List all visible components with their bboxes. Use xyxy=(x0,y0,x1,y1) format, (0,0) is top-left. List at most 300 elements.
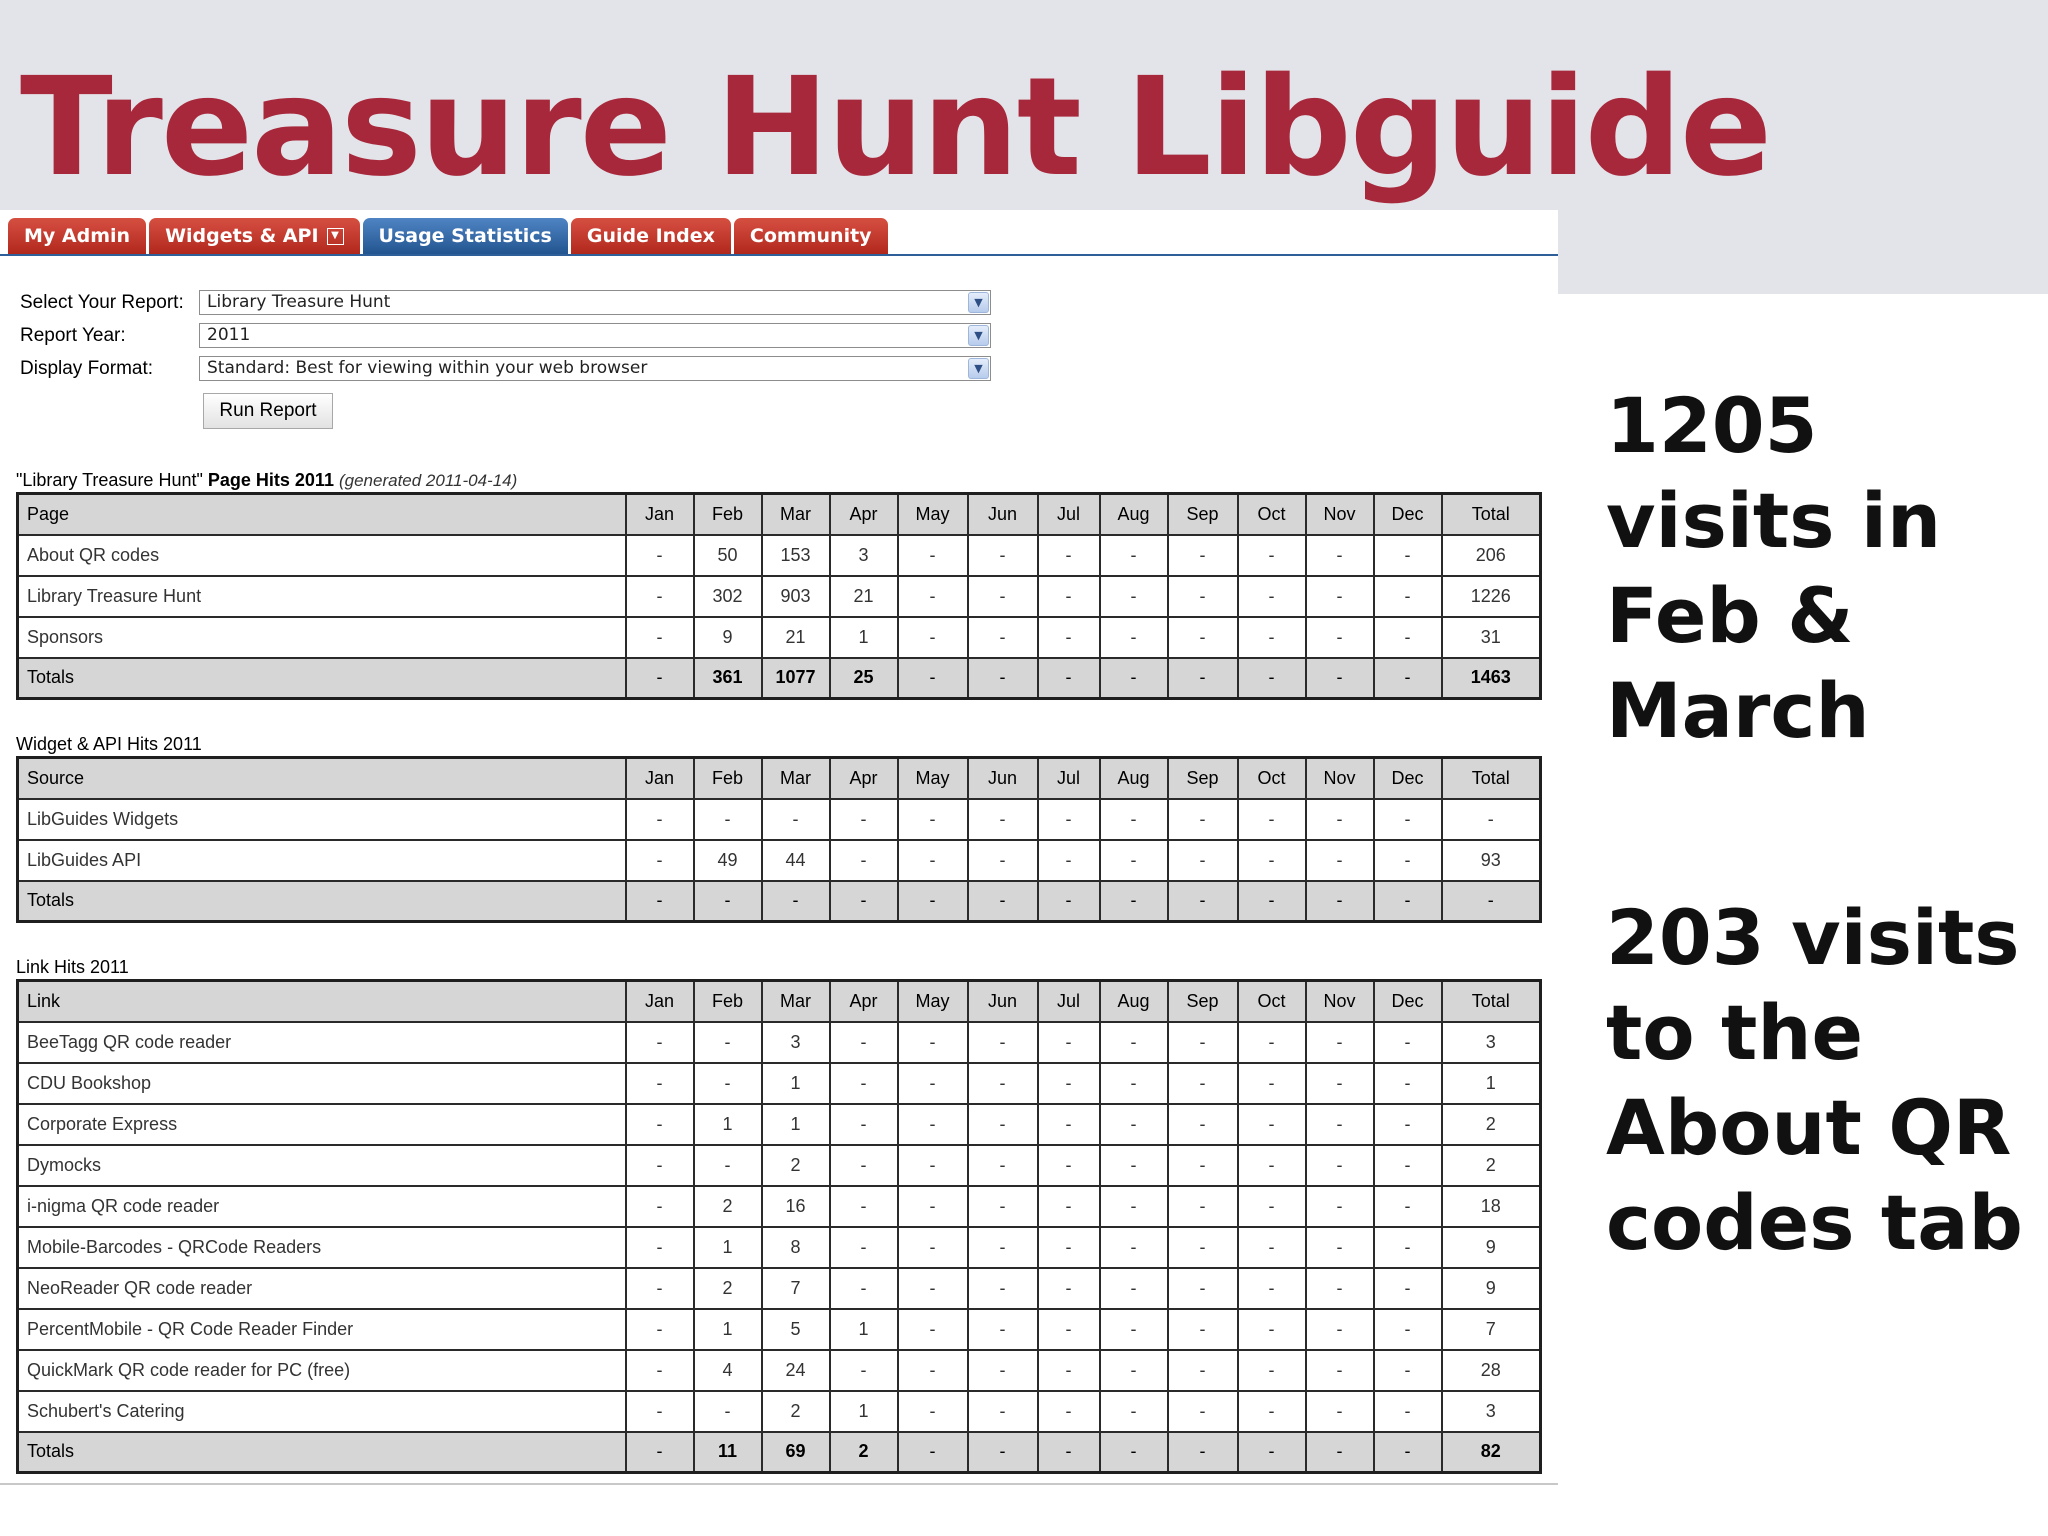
libguides-screenshot xyxy=(0,210,1558,1486)
table-cell: 903 xyxy=(762,576,830,617)
table-cell: 44 xyxy=(762,840,830,881)
table-cell: - xyxy=(626,799,694,840)
row-name: NeoReader QR code reader xyxy=(18,1268,626,1309)
table-cell: - xyxy=(1238,799,1306,840)
table-cell: - xyxy=(1238,881,1306,922)
table-cell: - xyxy=(968,1391,1038,1432)
link-hits-table xyxy=(16,979,1542,1474)
tab-label: Community xyxy=(749,225,872,247)
column-header: Nov xyxy=(1306,758,1374,799)
column-header: Total xyxy=(1442,494,1541,535)
column-header: Source xyxy=(18,758,626,799)
table-cell: - xyxy=(968,576,1038,617)
table-cell: - xyxy=(1100,1268,1168,1309)
column-header: Jan xyxy=(626,494,694,535)
tab-label: Widgets & API xyxy=(165,225,319,247)
tab-usage-statistics[interactable] xyxy=(363,218,568,254)
table-cell: - xyxy=(1038,1022,1100,1063)
table-cell: - xyxy=(1100,1186,1168,1227)
table-cell: - xyxy=(1374,1432,1442,1473)
table-cell: - xyxy=(1238,1186,1306,1227)
table-cell: 31 xyxy=(1442,617,1541,658)
table-cell: - xyxy=(1306,1145,1374,1186)
table-cell: 1077 xyxy=(762,658,830,699)
table-cell: - xyxy=(1168,799,1238,840)
column-header: Mar xyxy=(762,758,830,799)
table-cell: - xyxy=(626,1432,694,1473)
column-header: Jul xyxy=(1038,758,1100,799)
table-cell: - xyxy=(1374,576,1442,617)
column-header: Oct xyxy=(1238,494,1306,535)
row-name: Mobile-Barcodes - QRCode Readers xyxy=(18,1227,626,1268)
table-row xyxy=(18,1227,1541,1268)
table-cell: - xyxy=(1374,1145,1442,1186)
table-cell: - xyxy=(1238,1022,1306,1063)
column-header: Dec xyxy=(1374,758,1442,799)
table-cell: - xyxy=(1100,1350,1168,1391)
table-cell: - xyxy=(626,1268,694,1309)
table-cell: - xyxy=(1238,1104,1306,1145)
table-cell: - xyxy=(898,1063,968,1104)
table-cell: - xyxy=(626,658,694,699)
totals-label: Totals xyxy=(18,658,626,699)
table-cell: - xyxy=(762,881,830,922)
table-cell: 93 xyxy=(1442,840,1541,881)
report-select-label: Select Your Report: xyxy=(20,292,184,313)
table-cell: - xyxy=(626,881,694,922)
table-cell: - xyxy=(1038,1186,1100,1227)
column-header: Jan xyxy=(626,981,694,1022)
table-cell: - xyxy=(968,535,1038,576)
table-cell: 18 xyxy=(1442,1186,1541,1227)
table-cell: 2 xyxy=(762,1391,830,1432)
table-cell: - xyxy=(694,1391,762,1432)
row-name: Schubert's Catering xyxy=(18,1391,626,1432)
table-cell: 2 xyxy=(694,1186,762,1227)
table-cell: - xyxy=(1168,1432,1238,1473)
table-cell: 3 xyxy=(762,1022,830,1063)
column-header: Dec xyxy=(1374,494,1442,535)
table-cell: - xyxy=(898,1145,968,1186)
tab-widgets-api[interactable] xyxy=(149,218,359,254)
report-select-value: Library Treasure Hunt xyxy=(207,292,391,312)
table-cell: - xyxy=(1168,1309,1238,1350)
row-name: LibGuides API xyxy=(18,840,626,881)
display-format-label: Display Format: xyxy=(20,358,154,379)
table-cell: - xyxy=(1100,1227,1168,1268)
table-cell: - xyxy=(1238,840,1306,881)
table-cell: - xyxy=(626,1104,694,1145)
table-cell: - xyxy=(968,658,1038,699)
table-cell: - xyxy=(1100,840,1168,881)
table-cell: - xyxy=(898,1186,968,1227)
table-cell: - xyxy=(898,1432,968,1473)
column-header: Aug xyxy=(1100,758,1168,799)
table-cell: - xyxy=(1238,1063,1306,1104)
table-cell: - xyxy=(1038,840,1100,881)
totals-row xyxy=(18,881,1541,922)
report-select[interactable] xyxy=(199,290,991,315)
table-cell: - xyxy=(626,1022,694,1063)
column-header: Jun xyxy=(968,981,1038,1022)
table-cell: - xyxy=(1306,1227,1374,1268)
column-header: Total xyxy=(1442,981,1541,1022)
tab-community[interactable] xyxy=(734,218,888,254)
table-cell: 2 xyxy=(694,1268,762,1309)
table-cell: - xyxy=(626,1186,694,1227)
table-cell: - xyxy=(1442,881,1541,922)
table-cell: - xyxy=(898,658,968,699)
table-cell: 1463 xyxy=(1442,658,1541,699)
table-cell: - xyxy=(1238,617,1306,658)
table-cell: - xyxy=(1306,1350,1374,1391)
row-name: Library Treasure Hunt xyxy=(18,576,626,617)
table-cell: 2 xyxy=(830,1432,898,1473)
table-cell: - xyxy=(1306,1309,1374,1350)
table-cell: - xyxy=(1374,1063,1442,1104)
table-cell: - xyxy=(968,1309,1038,1350)
table-cell: - xyxy=(1100,1391,1168,1432)
table-cell: 2 xyxy=(1442,1104,1541,1145)
column-header: Link xyxy=(18,981,626,1022)
table-cell: 1 xyxy=(694,1227,762,1268)
table-cell: - xyxy=(1306,617,1374,658)
table-cell: - xyxy=(626,1227,694,1268)
table-cell: - xyxy=(1168,576,1238,617)
widget-hits-table xyxy=(16,756,1542,923)
slide-side-band xyxy=(1558,210,2048,294)
table-cell: 7 xyxy=(762,1268,830,1309)
column-header: Feb xyxy=(694,758,762,799)
table-cell: - xyxy=(830,1186,898,1227)
table-header-row xyxy=(18,758,1541,799)
table-cell: - xyxy=(898,799,968,840)
table-cell: - xyxy=(1238,1309,1306,1350)
table-cell: - xyxy=(830,799,898,840)
table-cell: - xyxy=(1168,658,1238,699)
chevron-down-icon[interactable]: ▼ xyxy=(968,358,989,379)
table-cell: - xyxy=(1038,1145,1100,1186)
table-cell: 2 xyxy=(762,1145,830,1186)
table-cell: 1 xyxy=(830,1391,898,1432)
table-cell: 8 xyxy=(762,1227,830,1268)
report-year-value: 2011 xyxy=(207,325,251,345)
table-cell: - xyxy=(830,1063,898,1104)
table-cell: - xyxy=(1374,535,1442,576)
table-cell: - xyxy=(1374,1268,1442,1309)
table-cell: - xyxy=(898,1022,968,1063)
table-cell: - xyxy=(1038,1104,1100,1145)
table-cell: - xyxy=(1168,1104,1238,1145)
table-cell: 9 xyxy=(694,617,762,658)
table-cell: - xyxy=(1100,535,1168,576)
run-report-button[interactable]: Run Report xyxy=(203,393,333,429)
column-header: Page xyxy=(18,494,626,535)
table-row xyxy=(18,576,1541,617)
table-row xyxy=(18,1350,1541,1391)
table-cell: 21 xyxy=(830,576,898,617)
table-cell: - xyxy=(1306,1063,1374,1104)
column-header: Apr xyxy=(830,758,898,799)
table-cell: - xyxy=(898,1104,968,1145)
tab-label: Usage Statistics xyxy=(378,225,552,247)
row-name: CDU Bookshop xyxy=(18,1063,626,1104)
table-cell: 28 xyxy=(1442,1350,1541,1391)
table-cell: - xyxy=(1100,1309,1168,1350)
table-cell: 153 xyxy=(762,535,830,576)
table-cell: - xyxy=(1038,658,1100,699)
report-year-select[interactable] xyxy=(199,323,991,348)
table-cell: - xyxy=(1038,1227,1100,1268)
table-cell: - xyxy=(1306,576,1374,617)
column-header: Jun xyxy=(968,494,1038,535)
table-cell: - xyxy=(830,1104,898,1145)
table-cell: - xyxy=(1038,617,1100,658)
table-row xyxy=(18,1186,1541,1227)
table-cell: - xyxy=(1238,1350,1306,1391)
table-cell: - xyxy=(1374,1227,1442,1268)
table-cell: - xyxy=(968,617,1038,658)
table-cell: - xyxy=(1442,799,1541,840)
table-cell: 49 xyxy=(694,840,762,881)
table-cell: - xyxy=(1100,881,1168,922)
column-header: Mar xyxy=(762,981,830,1022)
table-cell: - xyxy=(830,881,898,922)
table-cell: 1 xyxy=(830,617,898,658)
table-cell: - xyxy=(1238,1227,1306,1268)
table-row xyxy=(18,1145,1541,1186)
table-cell: - xyxy=(1238,1432,1306,1473)
tab-label: My Admin xyxy=(24,225,131,247)
table-cell: - xyxy=(968,1022,1038,1063)
table-cell: - xyxy=(1374,799,1442,840)
table-cell: - xyxy=(1038,1391,1100,1432)
column-header: May xyxy=(898,494,968,535)
table-cell: - xyxy=(1306,1268,1374,1309)
table-cell: - xyxy=(968,1432,1038,1473)
page-hits-caption xyxy=(16,470,517,491)
table-cell: - xyxy=(626,1391,694,1432)
table-cell: - xyxy=(830,1145,898,1186)
column-header: Mar xyxy=(762,494,830,535)
tab-guide-index[interactable] xyxy=(571,218,731,254)
table-cell: - xyxy=(1168,840,1238,881)
chevron-down-icon[interactable]: ▼ xyxy=(968,325,989,346)
table-cell: - xyxy=(830,840,898,881)
display-format-select[interactable] xyxy=(199,356,991,381)
table-cell: 5 xyxy=(762,1309,830,1350)
column-header: Sep xyxy=(1168,981,1238,1022)
table-cell: - xyxy=(1374,1309,1442,1350)
table-cell: - xyxy=(1306,799,1374,840)
row-name: LibGuides Widgets xyxy=(18,799,626,840)
table-cell: - xyxy=(1306,1022,1374,1063)
table-cell: - xyxy=(1306,658,1374,699)
table-row xyxy=(18,1104,1541,1145)
tab-my-admin[interactable] xyxy=(8,218,146,254)
column-header: Aug xyxy=(1100,494,1168,535)
table-cell: 206 xyxy=(1442,535,1541,576)
table-header-row xyxy=(18,981,1541,1022)
table-cell: 1 xyxy=(762,1104,830,1145)
table-cell: 24 xyxy=(762,1350,830,1391)
table-cell: - xyxy=(694,799,762,840)
row-name: QuickMark QR code reader for PC (free) xyxy=(18,1350,626,1391)
table-cell: - xyxy=(1038,881,1100,922)
page-hits-caption-title: Page Hits 2011 xyxy=(207,470,334,490)
table-cell: 50 xyxy=(694,535,762,576)
table-row xyxy=(18,840,1541,881)
table-cell: 1 xyxy=(694,1104,762,1145)
table-cell: - xyxy=(898,576,968,617)
table-row xyxy=(18,1063,1541,1104)
table-cell: - xyxy=(1168,617,1238,658)
slide-title: Treasure Hunt Libguide xyxy=(20,49,1771,207)
table-cell: - xyxy=(968,1268,1038,1309)
table-cell: - xyxy=(1168,535,1238,576)
table-cell: - xyxy=(968,1350,1038,1391)
table-cell: - xyxy=(694,1063,762,1104)
totals-label: Totals xyxy=(18,881,626,922)
table-cell: - xyxy=(1038,1309,1100,1350)
table-cell: - xyxy=(1306,1186,1374,1227)
table-cell: - xyxy=(968,881,1038,922)
table-cell: - xyxy=(694,1145,762,1186)
totals-row xyxy=(18,1432,1541,1473)
table-cell: - xyxy=(898,1268,968,1309)
table-row xyxy=(18,535,1541,576)
report-year-label: Report Year: xyxy=(20,325,126,346)
table-cell: - xyxy=(898,535,968,576)
table-cell: - xyxy=(1100,1432,1168,1473)
table-cell: - xyxy=(762,799,830,840)
table-cell: - xyxy=(1038,1432,1100,1473)
column-header: Aug xyxy=(1100,981,1168,1022)
table-cell: - xyxy=(1100,576,1168,617)
row-name: About QR codes xyxy=(18,535,626,576)
table-cell: - xyxy=(1238,1145,1306,1186)
table-cell: 9 xyxy=(1442,1268,1541,1309)
link-hits-caption: Link Hits 2011 xyxy=(16,957,129,977)
table-cell: - xyxy=(830,1350,898,1391)
table-cell: 3 xyxy=(1442,1022,1541,1063)
table-cell: - xyxy=(1038,535,1100,576)
table-cell: - xyxy=(1100,799,1168,840)
table-cell: 1 xyxy=(830,1309,898,1350)
table-cell: - xyxy=(1374,881,1442,922)
table-cell: - xyxy=(898,1391,968,1432)
chevron-down-icon[interactable]: ▼ xyxy=(968,292,989,313)
table-cell: - xyxy=(898,1227,968,1268)
table-cell: - xyxy=(1168,1350,1238,1391)
table-cell: - xyxy=(1306,1432,1374,1473)
table-cell: - xyxy=(1168,1227,1238,1268)
table-cell: - xyxy=(1238,535,1306,576)
table-cell: - xyxy=(1168,1022,1238,1063)
table-cell: 21 xyxy=(762,617,830,658)
table-cell: - xyxy=(626,1063,694,1104)
table-cell: - xyxy=(968,1063,1038,1104)
dropdown-icon[interactable]: ▼ xyxy=(327,228,344,245)
column-header: Total xyxy=(1442,758,1541,799)
column-header: Feb xyxy=(694,981,762,1022)
row-name: i-nigma QR code reader xyxy=(18,1186,626,1227)
table-cell: - xyxy=(1374,1350,1442,1391)
column-header: May xyxy=(898,758,968,799)
page-hits-caption-quote: "Library Treasure Hunt" xyxy=(16,470,203,490)
column-header: Dec xyxy=(1374,981,1442,1022)
divider xyxy=(0,1483,1558,1485)
table-cell: - xyxy=(830,1268,898,1309)
table-cell: - xyxy=(1238,658,1306,699)
page-hits-caption-generated: (generated 2011-04-14) xyxy=(338,471,518,490)
table-cell: - xyxy=(1168,1391,1238,1432)
table-cell: - xyxy=(1306,535,1374,576)
column-header: Apr xyxy=(830,981,898,1022)
table-cell: 9 xyxy=(1442,1227,1541,1268)
row-name: Corporate Express xyxy=(18,1104,626,1145)
table-cell: - xyxy=(1374,658,1442,699)
table-cell: 11 xyxy=(694,1432,762,1473)
table-cell: - xyxy=(1038,1063,1100,1104)
column-header: May xyxy=(898,981,968,1022)
table-cell: - xyxy=(898,881,968,922)
table-cell: - xyxy=(898,1350,968,1391)
table-cell: - xyxy=(1374,1391,1442,1432)
table-cell: - xyxy=(898,840,968,881)
table-cell: - xyxy=(968,840,1038,881)
table-cell: - xyxy=(1306,840,1374,881)
table-cell: - xyxy=(1374,1186,1442,1227)
table-cell: 302 xyxy=(694,576,762,617)
column-header: Jul xyxy=(1038,981,1100,1022)
column-header: Nov xyxy=(1306,494,1374,535)
row-name: Sponsors xyxy=(18,617,626,658)
table-cell: - xyxy=(1100,1145,1168,1186)
table-cell: - xyxy=(1168,1268,1238,1309)
table-cell: - xyxy=(968,1104,1038,1145)
row-name: Dymocks xyxy=(18,1145,626,1186)
table-cell: 69 xyxy=(762,1432,830,1473)
table-cell: - xyxy=(626,1350,694,1391)
column-header: Apr xyxy=(830,494,898,535)
column-header: Oct xyxy=(1238,981,1306,1022)
table-cell: - xyxy=(1168,1186,1238,1227)
table-cell: - xyxy=(1238,1268,1306,1309)
table-cell: 7 xyxy=(1442,1309,1541,1350)
table-cell: 3 xyxy=(830,535,898,576)
table-cell: - xyxy=(1306,1391,1374,1432)
table-cell: - xyxy=(1168,1063,1238,1104)
column-header: Sep xyxy=(1168,494,1238,535)
table-cell: - xyxy=(1100,617,1168,658)
table-cell: - xyxy=(1374,1104,1442,1145)
table-cell: - xyxy=(1100,1022,1168,1063)
table-cell: 25 xyxy=(830,658,898,699)
table-row xyxy=(18,799,1541,840)
table-cell: - xyxy=(1038,576,1100,617)
row-name: PercentMobile - QR Code Reader Finder xyxy=(18,1309,626,1350)
column-header: Oct xyxy=(1238,758,1306,799)
table-cell: - xyxy=(694,881,762,922)
table-cell: - xyxy=(1306,881,1374,922)
widget-hits-caption: Widget & API Hits 2011 xyxy=(16,734,202,754)
column-header: Jan xyxy=(626,758,694,799)
table-row xyxy=(18,1022,1541,1063)
table-cell: 1 xyxy=(694,1309,762,1350)
table-cell: - xyxy=(830,1227,898,1268)
table-cell: - xyxy=(1374,617,1442,658)
